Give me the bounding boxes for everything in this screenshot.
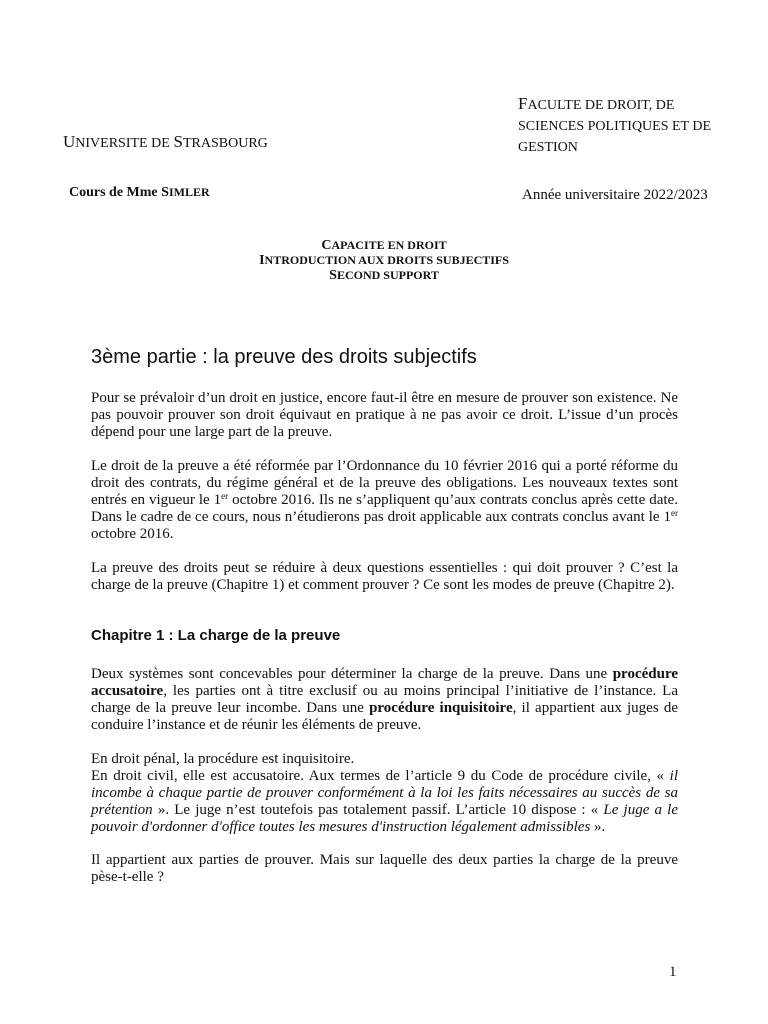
- title-line1-cap: C: [321, 238, 332, 253]
- reform-text-c: octobre 2016.: [91, 526, 174, 542]
- part-heading: 3ème partie : la preuve des droits subjectifs: [91, 346, 477, 368]
- document-title-block: [0, 238, 768, 283]
- systems-text-a: Deux systèmes sont concevables pour déterminer la charge de la preuve. Dans une: [91, 666, 613, 682]
- course-name-cap: S: [161, 185, 169, 200]
- university-cap2: S: [173, 132, 183, 151]
- title-line2-cap: I: [259, 253, 265, 268]
- reform-sup-2: er: [671, 508, 678, 518]
- reform-text-a: Le droit de la preuve a été réformée par l’Ordonnance du 10 février 2016 qui a porté réforme du droit des contrats, du régime général et de la preuve des obligations. Les nouveaux textes sont entrés en vigueur le 1: [91, 458, 678, 508]
- title-line1-rest: APACITE EN DROIT: [331, 238, 447, 252]
- civil-quote-article-10: Le juge a le pouvoir d'ordonner d'office toutes les mesures d'instruction légalement admissibles: [91, 802, 678, 835]
- systems-bold-inquisitoire: procédure inquisitoire: [369, 700, 513, 716]
- civil-quote-article-9: il incombe à chaque partie de prouver conformément à la loi les faits nécessaires au succès de sa prétention: [91, 768, 678, 818]
- systems-bold-accusatoire: procédure accusatoire: [91, 666, 678, 699]
- faculty-line1-cap: F: [518, 94, 528, 113]
- title-line-2: [0, 253, 768, 268]
- page-number: 1: [669, 964, 677, 980]
- course-instructor: [69, 184, 210, 201]
- civil-text-b: ». Le juge n’est toutefois pas totalement passif. L’article 10 dispose : «: [152, 802, 604, 818]
- title-line3-cap: S: [329, 268, 337, 283]
- penal-line: En droit pénal, la procédure est inquisitoire.: [91, 751, 355, 767]
- academic-year: Année universitaire 2022/2023: [522, 187, 708, 203]
- title-line3-rest: ECOND SUPPORT: [336, 268, 439, 282]
- faculty-line1-rest: ACULTE DE DROIT, DE: [527, 98, 675, 113]
- university-name: [63, 133, 268, 152]
- paragraph-burden-question: Il appartient aux parties de prouver. Mais sur laquelle des deux parties la charge de la preuve pèse-t-elle ?: [91, 852, 678, 885]
- title-line-1: [0, 238, 768, 253]
- systems-text-d: , il appartient aux juges de conduire l’instance et de réunir les éléments de preuve.: [91, 700, 678, 733]
- civil-text-a: En droit civil, elle est accusatoire. Aux termes de l’article 9 du Code de procédure civile, «: [91, 768, 670, 784]
- reform-text-b: octobre 2016. Ils ne s’appliquent qu’aux contrats conclus après cette date. Dans le cadre de ce cours, nous n’étudierons pas droit applicable aux contrats conclus avant le 1: [91, 492, 678, 525]
- course-prefix: Cours de Mme: [69, 185, 158, 200]
- paragraph-questions: La preuve des droits peut se réduire à deux questions essentielles : qui doit prouver ? C’est la charge de la preuve (Chapitre 1) et comment prouver ? Ce sont les modes de preuve (Chapitre 2).: [91, 560, 678, 593]
- chapter-heading: Chapitre 1 : La charge de la preuve: [91, 627, 341, 644]
- reform-sup-1: er: [221, 491, 229, 501]
- university-rest1: NIVERSITE DE: [75, 136, 170, 151]
- systems-text-c: , les parties ont à titre exclusif ou au moins principal l’initiative de l’instance. La charge de la preuve leur incombe. Dans une: [91, 683, 678, 716]
- civil-text-c: ».: [590, 819, 606, 835]
- faculty-name: [518, 93, 748, 158]
- university-rest2: TRASBOURG: [183, 136, 268, 151]
- course-name-rest: IMLER: [168, 185, 210, 199]
- faculty-line2: SCIENCES POLITIQUES ET DE: [518, 119, 712, 134]
- paragraph-reform: [91, 458, 678, 543]
- paragraph-intro: Pour se prévaloir d’un droit en justice, encore faut-il être en mesure de prouver son existence. Ne pas pouvoir prouver son droit équivaut en pratique à ne pas avoir ce droit. L’issue d’un procès dépend pour une large part de la preuve.: [91, 390, 678, 440]
- paragraph-systems: [91, 666, 678, 734]
- university-cap1: U: [63, 132, 76, 151]
- faculty-line3: GESTION: [518, 140, 578, 155]
- title-line-3: [0, 268, 768, 283]
- title-line2-rest: NTRODUCTION AUX DROITS SUBJECTIFS: [264, 253, 509, 267]
- paragraph-penal-civil: [91, 751, 678, 836]
- civil-text: [91, 768, 678, 836]
